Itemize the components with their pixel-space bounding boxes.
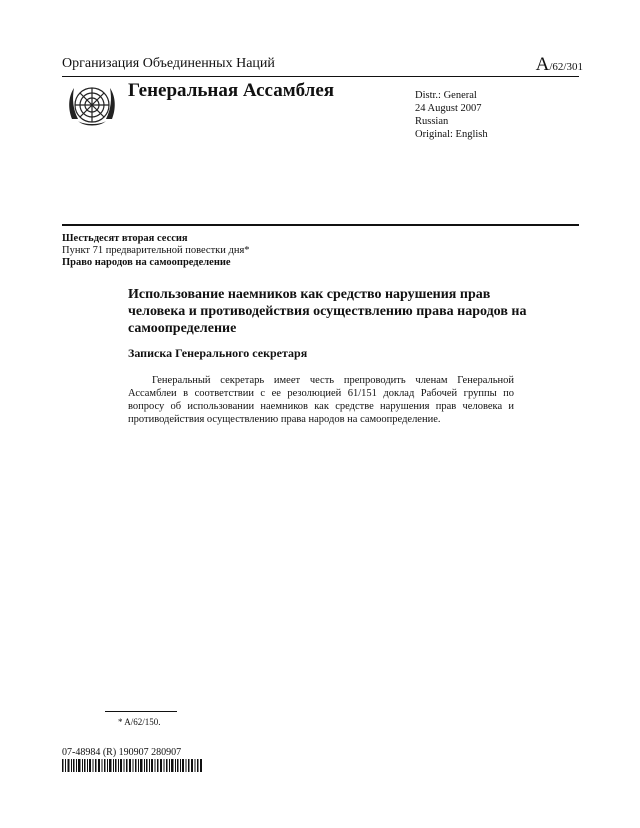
agenda-topic: Право народов на самоопределение <box>62 257 231 268</box>
distribution-block <box>415 89 488 141</box>
header-rule <box>62 76 579 77</box>
distr-line: 24 August 2007 <box>415 103 482 114</box>
organization-name: Организация Объединенных Наций <box>62 56 275 71</box>
un-emblem-icon <box>64 79 120 135</box>
agenda-item: Пункт 71 предварительной повестки дня* <box>62 245 250 256</box>
symbol-number: /62/301 <box>549 61 583 73</box>
distr-line: Distr.: General <box>415 90 477 101</box>
symbol-letter: A <box>535 54 550 75</box>
document-code: 07-48984 (R) 190907 280907 <box>62 747 182 758</box>
session-block <box>62 233 250 269</box>
section-rule <box>62 224 579 226</box>
assembly-name: Генеральная Ассамблея <box>128 80 335 101</box>
document-symbol <box>536 54 583 76</box>
distr-line: Russian <box>415 116 449 127</box>
body-paragraph: Генеральный секретарь имеет честь препроводить членам Генеральной Ассамблеи в соответствии с ее резолюцией 61/151 доклад Рабочей группы по вопросу об использовании наемников как средстве нарушения прав человека и противодействия осуществлению права народов на самоопределение. <box>128 375 514 425</box>
document-title: Использование наемников как средство нарушения прав человека и противодействия осуществлению права народов на самоопределение <box>128 287 527 336</box>
session-title: Шестьдесят вторая сессия <box>62 233 188 244</box>
footnote: * A/62/150. <box>118 717 161 727</box>
footnote-rule <box>105 711 177 712</box>
distr-line: Original: English <box>415 129 488 140</box>
document-subtitle: Записка Генерального секретаря <box>128 346 308 360</box>
barcode-icon <box>62 759 202 772</box>
